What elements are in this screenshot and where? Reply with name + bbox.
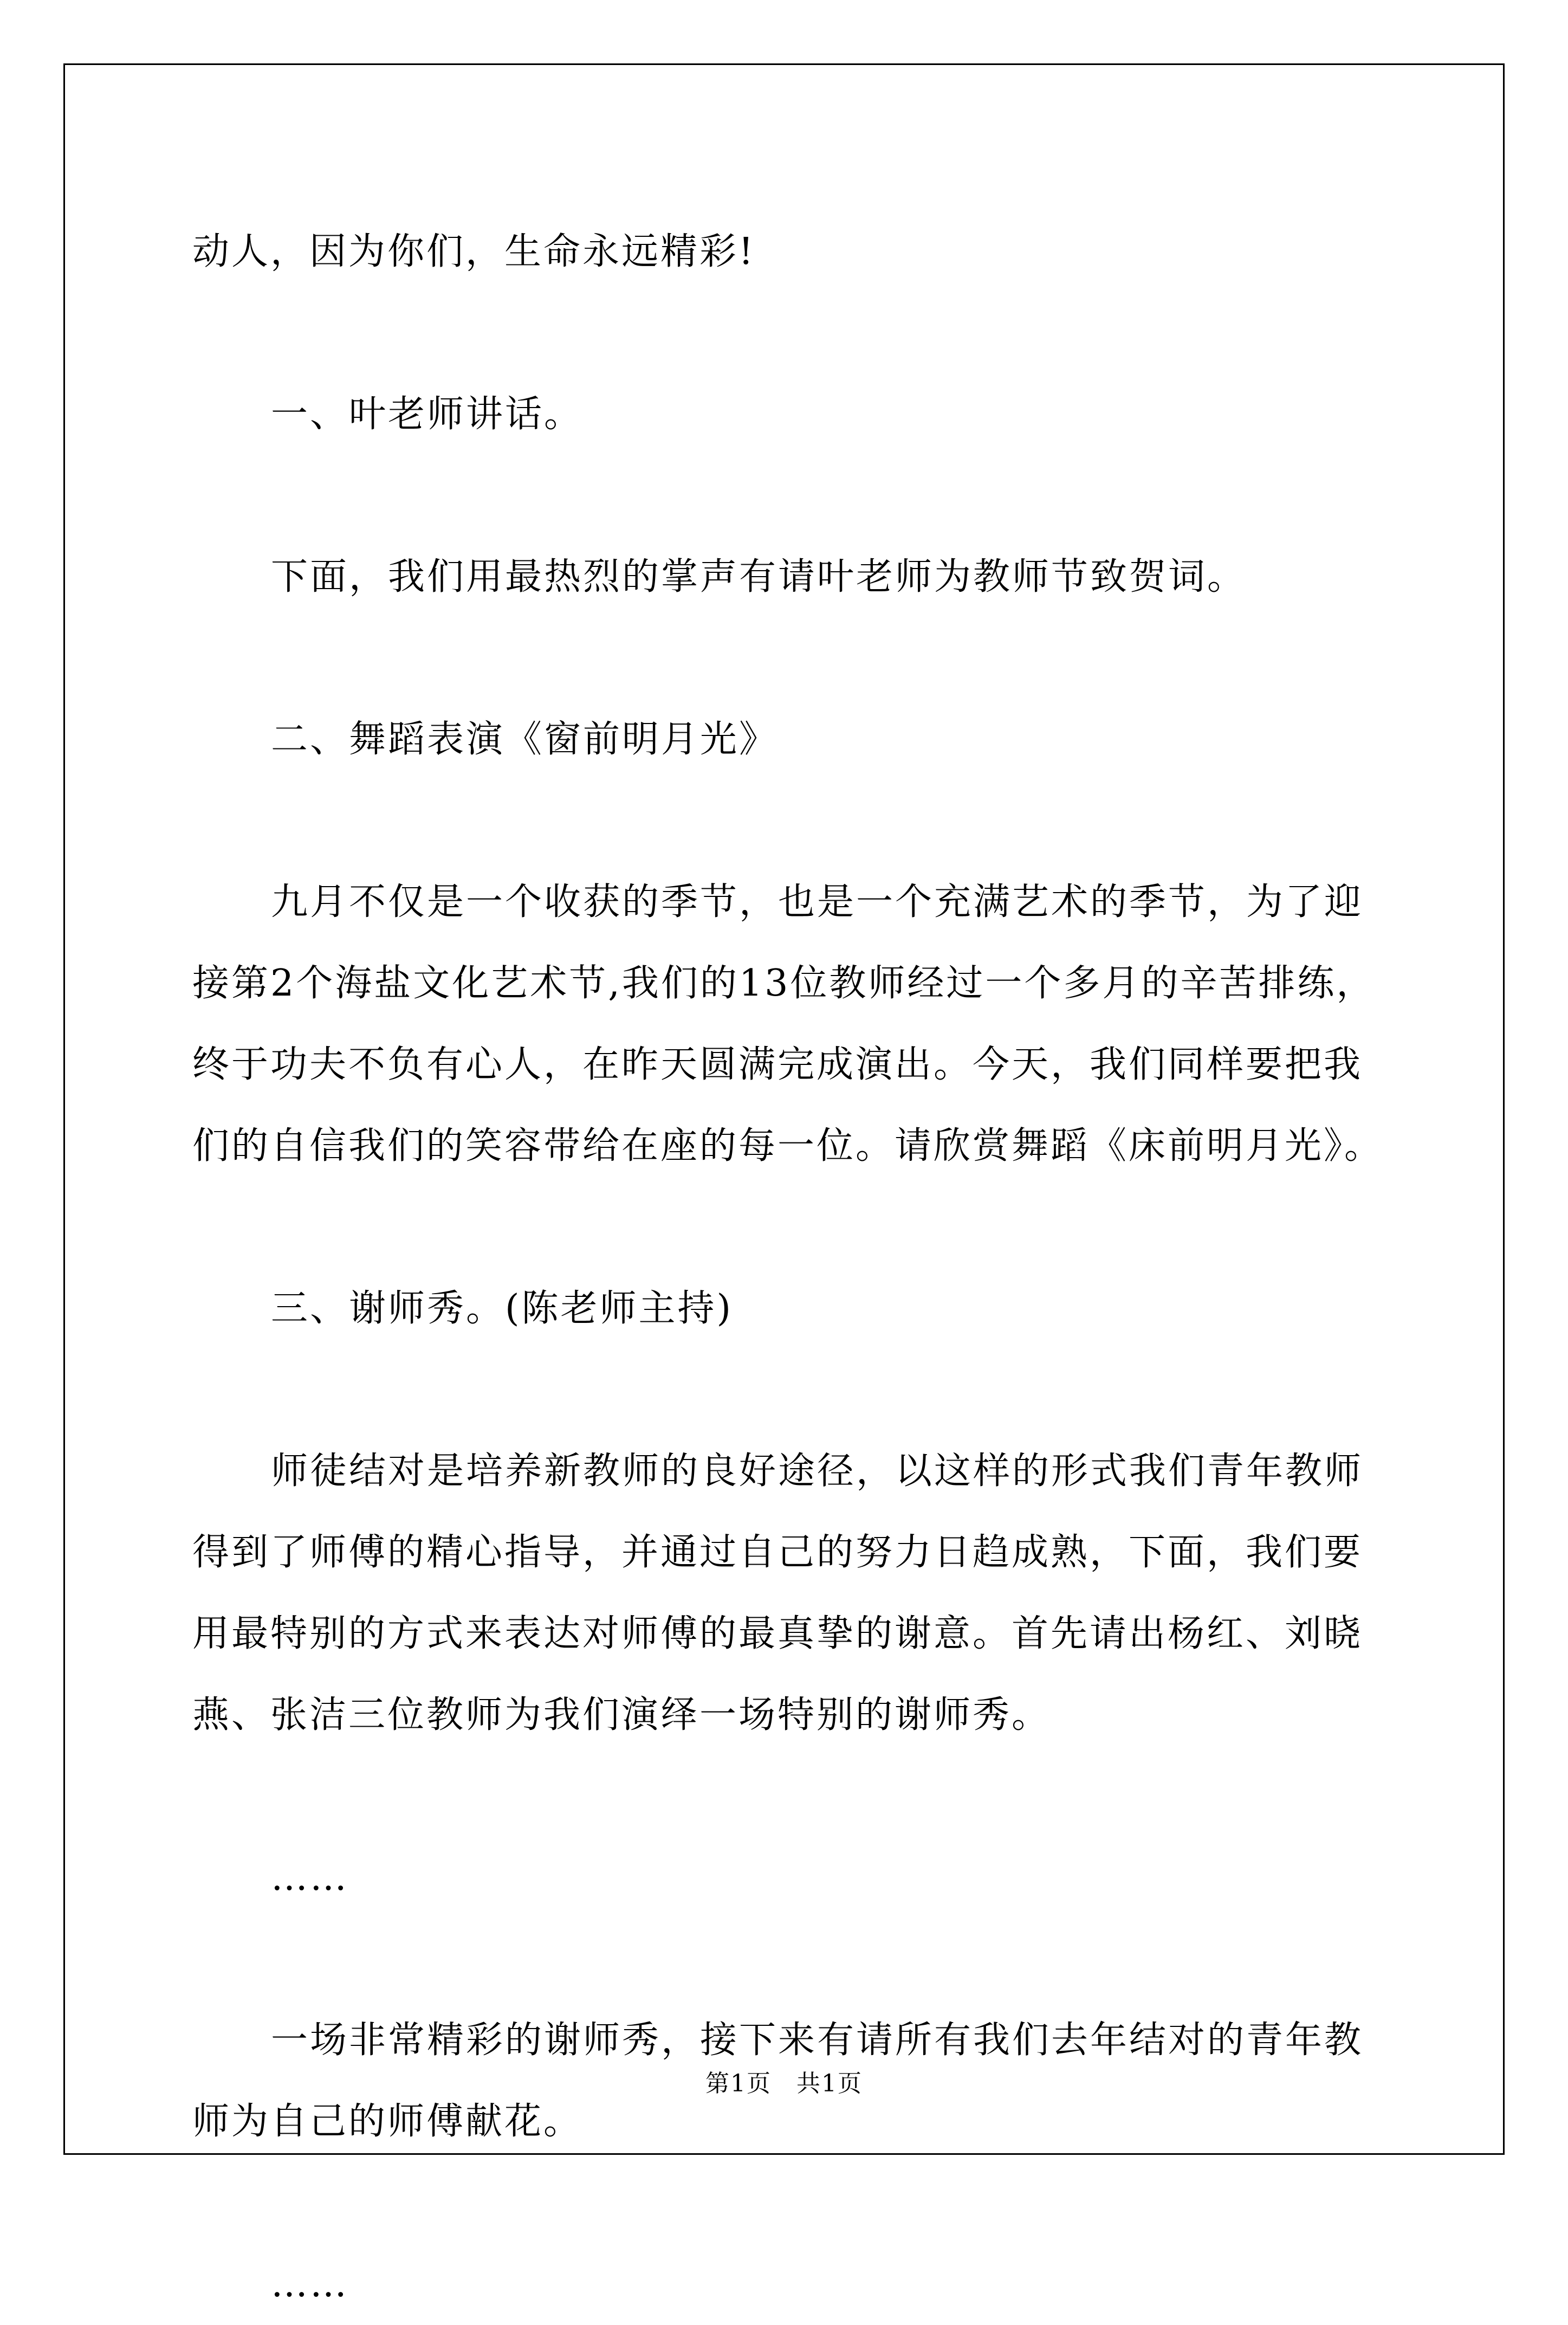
paragraph-gap (192, 1919, 1384, 2000)
paragraph-gap (192, 780, 1384, 862)
paragraph-4: 师徒结对是培养新教师的良好途径，以这样的形式我们青年教师得到了师傅的精心指导，并通过自己的努力日趋成熟，下面，我们要用最特别的方式来表达对师傅的最真挚的谢意。首先请出杨红、刘晓燕、张洁三位教师为我们演绎一场特别的谢师秀。 (192, 1450, 1364, 1736)
section-heading-3: 三、谢师秀。(陈老师主持) (271, 1287, 734, 1330)
section-heading-2: 二、舞蹈表演《窗前明月光》 (271, 718, 779, 761)
paragraph-gap (192, 618, 1384, 699)
section-heading-1: 一、叶老师讲话。 (271, 393, 584, 436)
paragraph-gap (192, 455, 1384, 537)
ellipsis-2: …… (271, 2263, 349, 2305)
paragraph-1: 动人，因为你们，生命永远精彩! (192, 230, 756, 273)
ellipsis-1: …… (271, 1856, 349, 1899)
paragraph-2: 下面，我们用最热烈的掌声有请叶老师为教师节致贺词。 (271, 556, 1247, 598)
paragraph-gap (192, 1756, 1384, 1837)
paragraph-3: 九月不仅是一个收获的季节，也是一个充满艺术的季节，为了迎接第2个海盐文化艺术节,我们的13位教师经过一个多月的辛苦排练，终于功夫不负有心人，在昨天圆满完成演出。今天，我们同样要把我们的自信我们的笑容带给在座的每一位。请欣赏舞蹈《床前明月光》。 (192, 881, 1384, 1167)
page-number-footer: 第1页 共1页 (705, 2070, 863, 2097)
paragraph-5: 一场非常精彩的谢师秀，接下来有请所有我们去年结对的青年教师为自己的师傅献花。 (192, 2019, 1364, 2143)
paragraph-gap (192, 293, 1384, 374)
paragraph-gap (192, 1187, 1384, 1268)
paragraph-gap (192, 2162, 1384, 2244)
paragraph-gap (192, 1349, 1384, 1431)
document-body (192, 211, 1384, 2325)
